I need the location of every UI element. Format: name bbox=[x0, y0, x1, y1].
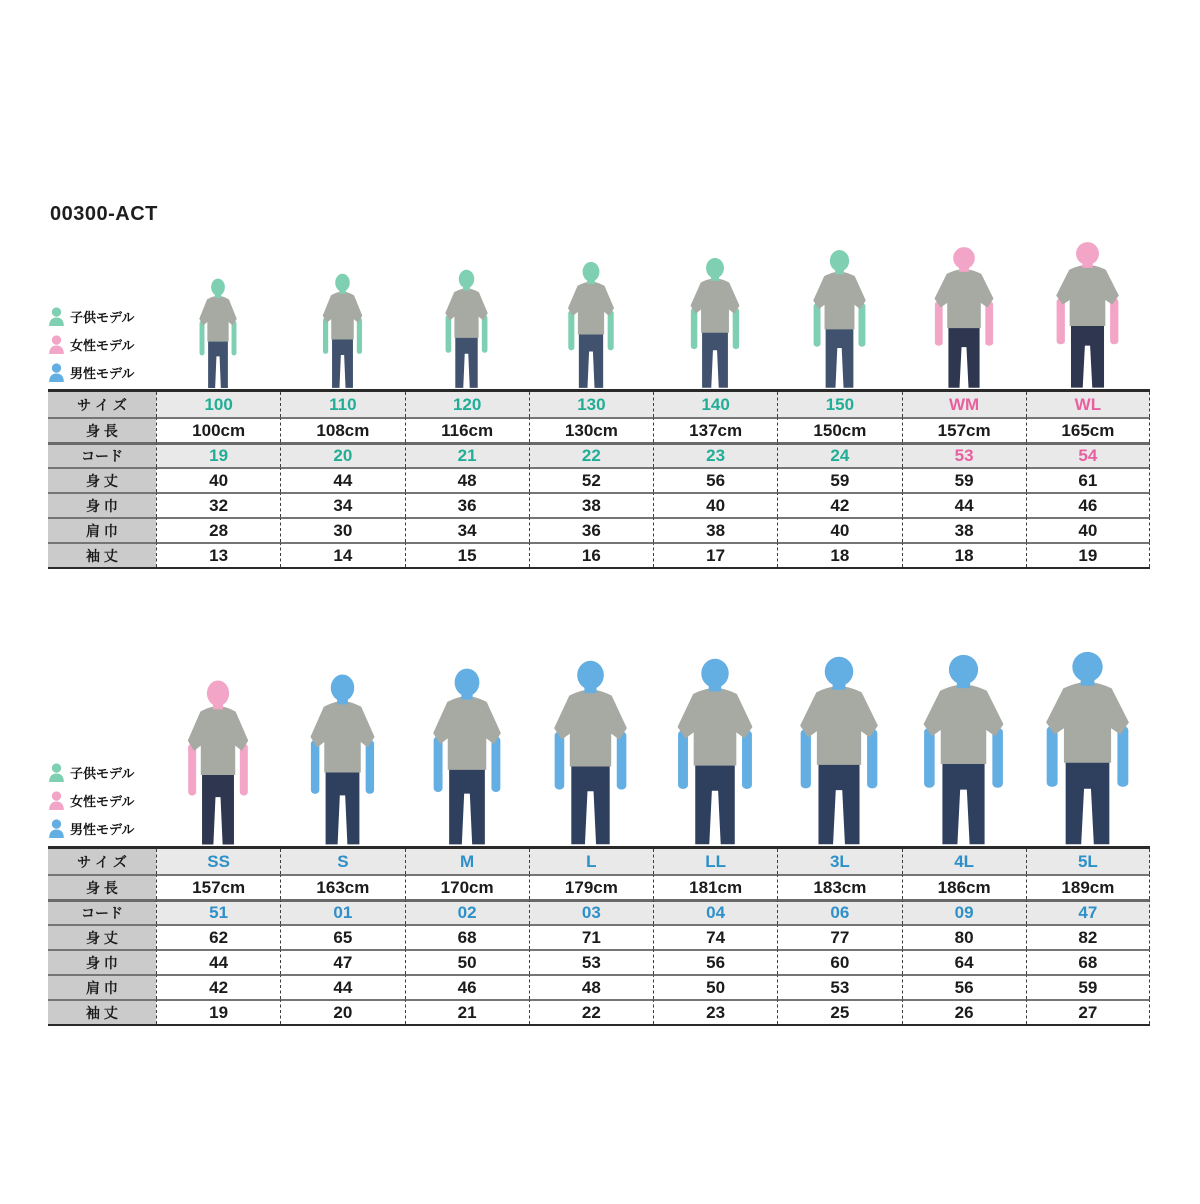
row-label: サ イ ズ bbox=[48, 849, 156, 874]
table-cell: 22 bbox=[529, 442, 653, 467]
table-cell: 46 bbox=[1026, 492, 1150, 517]
male-model-figure bbox=[908, 652, 1019, 846]
person-icon bbox=[48, 363, 65, 382]
table-cell: 80 bbox=[902, 924, 1026, 949]
male-model-figure bbox=[663, 656, 767, 846]
table-cell: 17 bbox=[653, 542, 777, 567]
table-cell: 40 bbox=[156, 467, 280, 492]
table-cell: 44 bbox=[280, 974, 404, 999]
table-cell: 157cm bbox=[902, 417, 1026, 442]
table-cell: 137cm bbox=[653, 417, 777, 442]
table-cell: 59 bbox=[1026, 974, 1150, 999]
table-cell: 71 bbox=[529, 924, 653, 949]
table-cell: 48 bbox=[405, 467, 529, 492]
table-cell: 77 bbox=[777, 924, 901, 949]
table-cell: 62 bbox=[156, 924, 280, 949]
figure-col-WL bbox=[1026, 229, 1150, 389]
table-cell: 61 bbox=[1026, 467, 1150, 492]
table-cell: 13 bbox=[156, 542, 280, 567]
table-cell: 21 bbox=[405, 999, 529, 1024]
table-cell: 50 bbox=[405, 949, 529, 974]
table-cell: 65 bbox=[280, 924, 404, 949]
table-cell: 46 bbox=[405, 974, 529, 999]
legend-item-male bbox=[48, 818, 134, 839]
table-cell: 181cm bbox=[653, 874, 777, 899]
table-cell: 09 bbox=[902, 899, 1026, 924]
model-figures-row bbox=[156, 229, 1150, 389]
model-figures-row bbox=[156, 646, 1150, 846]
row-label: 身 巾 bbox=[48, 949, 156, 974]
legend-item-child bbox=[48, 762, 134, 783]
table-cell: 24 bbox=[777, 442, 901, 467]
table-cell: 3L bbox=[777, 849, 901, 874]
row-label: 袖 丈 bbox=[48, 999, 156, 1024]
table-cell: 06 bbox=[777, 899, 901, 924]
female-model-figure bbox=[1044, 240, 1131, 389]
figure-col-4L bbox=[902, 646, 1026, 846]
table-cell: 100cm bbox=[156, 417, 280, 442]
table-cell: 51 bbox=[156, 899, 280, 924]
figure-col-M bbox=[405, 646, 529, 846]
child-model-figure bbox=[803, 248, 876, 389]
table-cell: 163cm bbox=[280, 874, 404, 899]
table-cell: SS bbox=[156, 849, 280, 874]
person-icon bbox=[48, 763, 65, 782]
table-cell: 21 bbox=[405, 442, 529, 467]
row-label: 身 長 bbox=[48, 874, 156, 899]
row-label: 身 巾 bbox=[48, 492, 156, 517]
table-cell: 110 bbox=[280, 392, 404, 417]
table-cell: 47 bbox=[280, 949, 404, 974]
table-cell: 157cm bbox=[156, 874, 280, 899]
table-cell: WM bbox=[902, 392, 1026, 417]
table-cell: 68 bbox=[405, 924, 529, 949]
table-cell: 18 bbox=[902, 542, 1026, 567]
child-model-figure bbox=[315, 272, 370, 389]
table-cell: 53 bbox=[529, 949, 653, 974]
table-cell: 20 bbox=[280, 442, 404, 467]
figure-col-3L bbox=[777, 646, 901, 846]
table-cell: 52 bbox=[529, 467, 653, 492]
female-model-figure bbox=[923, 245, 1005, 389]
table-cell: 14 bbox=[280, 542, 404, 567]
legend-item-female bbox=[48, 790, 134, 811]
table-cell: 140 bbox=[653, 392, 777, 417]
table-cell: 53 bbox=[777, 974, 901, 999]
table-cell: 44 bbox=[156, 949, 280, 974]
legend-item-child bbox=[48, 306, 134, 327]
table-cell: 189cm bbox=[1026, 874, 1150, 899]
table-cell: 34 bbox=[280, 492, 404, 517]
table-cell: 116cm bbox=[405, 417, 529, 442]
table-cell: 38 bbox=[529, 492, 653, 517]
legend-label: 女性モデル bbox=[70, 794, 135, 809]
table-cell: 186cm bbox=[902, 874, 1026, 899]
figure-col-S bbox=[280, 646, 404, 846]
table-cell: 108cm bbox=[280, 417, 404, 442]
table-cell: 38 bbox=[902, 517, 1026, 542]
row-label: コード bbox=[48, 442, 156, 467]
row-label: 身 丈 bbox=[48, 467, 156, 492]
table-cell: 18 bbox=[777, 542, 901, 567]
table-cell: 30 bbox=[280, 517, 404, 542]
table-cell: 20 bbox=[280, 999, 404, 1024]
figure-col-SS bbox=[156, 646, 280, 846]
figure-col-100 bbox=[156, 229, 280, 389]
table-cell: 5L bbox=[1026, 849, 1150, 874]
child-model-figure bbox=[437, 268, 496, 389]
legend-label: 子供モデル bbox=[70, 766, 135, 781]
figure-col-5L bbox=[1026, 646, 1150, 846]
model-legend bbox=[48, 306, 134, 383]
table-cell: 27 bbox=[1026, 999, 1150, 1024]
row-label: 肩 巾 bbox=[48, 517, 156, 542]
table-cell: 47 bbox=[1026, 899, 1150, 924]
legend-item-female bbox=[48, 334, 134, 355]
figure-col-130 bbox=[529, 229, 653, 389]
table-cell: 53 bbox=[902, 442, 1026, 467]
row-label: 身 丈 bbox=[48, 924, 156, 949]
figure-col-150 bbox=[777, 229, 901, 389]
table-cell: 56 bbox=[653, 467, 777, 492]
table-cell: 28 bbox=[156, 517, 280, 542]
table-cell: 02 bbox=[405, 899, 529, 924]
table-cell: 40 bbox=[653, 492, 777, 517]
table-cell: M bbox=[405, 849, 529, 874]
table-cell: 32 bbox=[156, 492, 280, 517]
table-cell: 56 bbox=[653, 949, 777, 974]
table-cell: 26 bbox=[902, 999, 1026, 1024]
table-cell: 25 bbox=[777, 999, 901, 1024]
male-model-figure bbox=[1030, 649, 1145, 846]
product-code: 00300-ACT bbox=[50, 203, 158, 225]
table-cell: 64 bbox=[902, 949, 1026, 974]
legend-item-male bbox=[48, 362, 134, 383]
table-cell: 36 bbox=[529, 517, 653, 542]
table-cell: 183cm bbox=[777, 874, 901, 899]
table-cell: 50 bbox=[653, 974, 777, 999]
table-cell: 16 bbox=[529, 542, 653, 567]
table-cell: 82 bbox=[1026, 924, 1150, 949]
table-cell: 150cm bbox=[777, 417, 901, 442]
size-table-mens bbox=[48, 846, 1150, 1026]
male-model-figure bbox=[420, 666, 514, 846]
table-cell: 130 bbox=[529, 392, 653, 417]
table-cell: S bbox=[280, 849, 404, 874]
figure-col-LL bbox=[653, 646, 777, 846]
figure-col-110 bbox=[280, 229, 404, 389]
row-label: 身 長 bbox=[48, 417, 156, 442]
table-cell: 19 bbox=[1026, 542, 1150, 567]
table-cell: 68 bbox=[1026, 949, 1150, 974]
row-label: コード bbox=[48, 899, 156, 924]
table-cell: 179cm bbox=[529, 874, 653, 899]
legend-label: 男性モデル bbox=[70, 822, 135, 837]
table-cell: WL bbox=[1026, 392, 1150, 417]
table-cell: 19 bbox=[156, 442, 280, 467]
child-model-figure bbox=[559, 260, 623, 389]
figure-col-140 bbox=[653, 229, 777, 389]
male-model-figure bbox=[785, 654, 893, 846]
table-cell: 150 bbox=[777, 392, 901, 417]
table-cell: 34 bbox=[405, 517, 529, 542]
table-cell: 01 bbox=[280, 899, 404, 924]
person-icon bbox=[48, 335, 65, 354]
table-cell: 48 bbox=[529, 974, 653, 999]
table-cell: 59 bbox=[777, 467, 901, 492]
table-cell: 15 bbox=[405, 542, 529, 567]
legend-label: 子供モデル bbox=[70, 310, 135, 325]
table-cell: LL bbox=[653, 849, 777, 874]
table-cell: 36 bbox=[405, 492, 529, 517]
figure-col-120 bbox=[405, 229, 529, 389]
table-cell: 38 bbox=[653, 517, 777, 542]
table-cell: 59 bbox=[902, 467, 1026, 492]
person-icon bbox=[48, 791, 65, 810]
person-icon bbox=[48, 819, 65, 838]
row-label: サ イ ズ bbox=[48, 392, 156, 417]
table-cell: 40 bbox=[1026, 517, 1150, 542]
table-cell: 130cm bbox=[529, 417, 653, 442]
person-icon bbox=[48, 307, 65, 326]
table-cell: 100 bbox=[156, 392, 280, 417]
table-cell: 22 bbox=[529, 999, 653, 1024]
male-model-figure bbox=[298, 672, 387, 846]
table-cell: 60 bbox=[777, 949, 901, 974]
child-model-figure bbox=[192, 277, 244, 389]
table-cell: 19 bbox=[156, 999, 280, 1024]
table-cell: 56 bbox=[902, 974, 1026, 999]
table-cell: 23 bbox=[653, 999, 777, 1024]
table-cell: 44 bbox=[902, 492, 1026, 517]
table-cell: 120 bbox=[405, 392, 529, 417]
figure-col-L bbox=[529, 646, 653, 846]
male-model-figure bbox=[540, 658, 641, 846]
legend-label: 女性モデル bbox=[70, 338, 135, 353]
table-cell: 23 bbox=[653, 442, 777, 467]
size-table-kids-womens bbox=[48, 389, 1150, 569]
table-cell: 42 bbox=[777, 492, 901, 517]
table-cell: 04 bbox=[653, 899, 777, 924]
figure-col-WM bbox=[902, 229, 1026, 389]
female-model-figure bbox=[176, 678, 260, 846]
model-legend bbox=[48, 762, 134, 839]
row-label: 肩 巾 bbox=[48, 974, 156, 999]
table-cell: L bbox=[529, 849, 653, 874]
table-cell: 54 bbox=[1026, 442, 1150, 467]
table-cell: 42 bbox=[156, 974, 280, 999]
child-model-figure bbox=[681, 256, 749, 389]
table-cell: 74 bbox=[653, 924, 777, 949]
table-cell: 4L bbox=[902, 849, 1026, 874]
row-label: 袖 丈 bbox=[48, 542, 156, 567]
table-cell: 40 bbox=[777, 517, 901, 542]
table-cell: 165cm bbox=[1026, 417, 1150, 442]
table-cell: 03 bbox=[529, 899, 653, 924]
legend-label: 男性モデル bbox=[70, 366, 135, 381]
table-cell: 170cm bbox=[405, 874, 529, 899]
table-cell: 44 bbox=[280, 467, 404, 492]
